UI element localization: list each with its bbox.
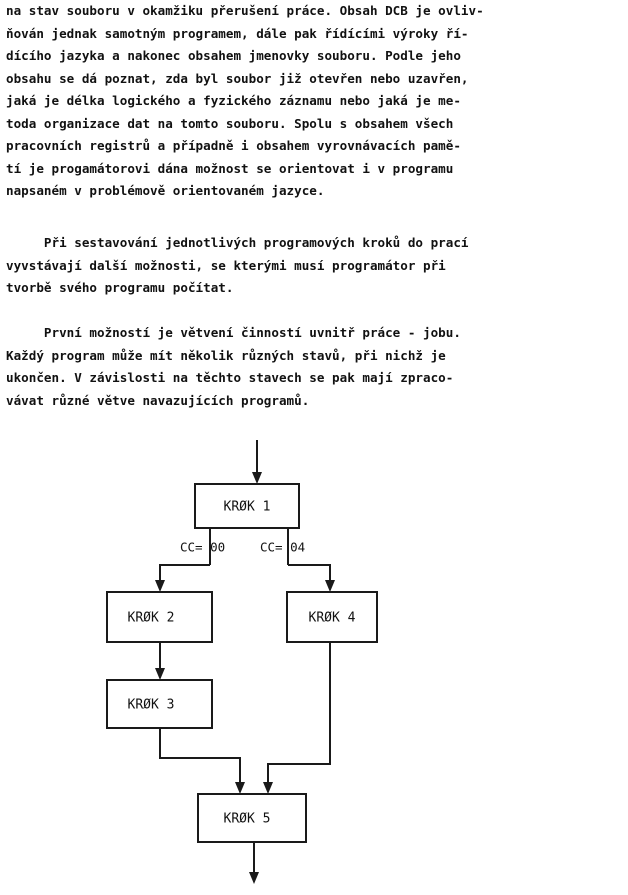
text-line: vyvstávají další možnosti, se kterými musí programátor při: [6, 257, 446, 273]
condition-label-left: CC= 00: [180, 539, 226, 555]
text-line: obsahu se dá poznat, zda byl soubor již otevřen nebo uzavřen,: [6, 70, 469, 86]
text-line: na stav souboru v okamžiku přerušení práce. Obsah DCB je ovliv-: [6, 3, 484, 18]
text-line: Každý program může mít několik různých stavů, při nichž je: [6, 347, 446, 363]
flow-line-step3-step5: [160, 728, 240, 782]
flow-line-step4-step5: [268, 642, 330, 782]
text-line: tí je progamátorovi dána možnost se orientovat i v programu: [6, 160, 454, 176]
text-line: toda organizace dat na tomto souboru. Spolu s obsahem všech: [6, 115, 454, 131]
arrowhead-step-4: [325, 580, 335, 592]
text-line: vávat různé větve navazujících programů.: [6, 392, 310, 408]
text-line: Při sestavování jednotlivých programových kroků do prací: [6, 235, 469, 250]
arrowhead-in: [252, 472, 262, 484]
condition-label-right: CC= 04: [260, 539, 306, 555]
text-line: napsaném v problémově orientovaném jazyce.: [6, 183, 325, 198]
text-line: První možností je větvení činností uvnitř práce - jobu.: [6, 325, 461, 340]
text-line: dícího jazyka a nakonec obsahem jmenovky souboru. Podle jeho: [6, 48, 461, 63]
text-line: ukončen. V závislosti na těchto stavech se pak mají zpraco-: [6, 370, 454, 385]
arrowhead-step-5-right: [263, 782, 273, 794]
text-line: ňován jednak samotným programem, dále pak řídícími výroky ří-: [6, 25, 469, 41]
step-4-label: KRØK 4: [308, 610, 356, 626]
arrowhead-out: [249, 872, 259, 884]
step-5-label: KRØK 5: [223, 811, 271, 827]
step-1-label: KRØK 1: [223, 499, 271, 515]
step-2-label: KRØK 2: [127, 610, 175, 626]
text-line: jaká je délka logického a fyzického záznamu nebo jaká je me-: [6, 93, 461, 108]
text-line: pracovních registrů a případně i obsahem vyrovnávacích pamě-: [6, 138, 461, 153]
step-3-label: KRØK 3: [127, 697, 175, 713]
flow-line-left-horizontal: [160, 565, 210, 580]
arrowhead-step-5-left: [235, 782, 245, 794]
arrowhead-step-3: [155, 668, 165, 680]
arrowhead-step-2: [155, 580, 165, 592]
flow-line-right-horizontal: [288, 565, 330, 580]
text-line: tvorbě svého programu počítat.: [6, 280, 234, 295]
